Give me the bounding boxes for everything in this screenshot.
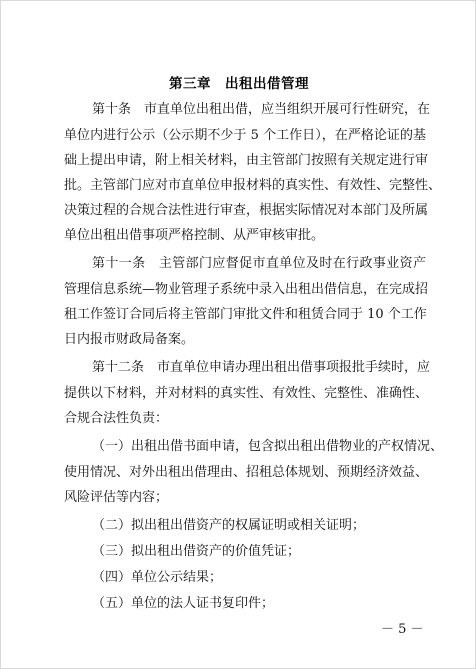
article-12-line-1: 第十二条 市直单位申请办理出租出借事项报批手续时，应 xyxy=(92,360,431,375)
page-number: － 5 － xyxy=(381,622,424,637)
article-10-line-4: 批。主管部门应对市直单位申报材料的真实性、有效性、完整性、 xyxy=(64,178,442,193)
item-2: （二）拟出租出借资产的权属证明或相关证明； xyxy=(92,518,366,533)
chapter-title: 第三章 出租出借管理 xyxy=(169,76,309,92)
article-10-line-2: 单位内进行公示（公示期不少于 5 个工作日），在严格论证的基 xyxy=(64,128,426,143)
item-3: （三）拟出租出借资产的价值凭证； xyxy=(92,544,301,559)
article-10-line-5: 决策过程的合规合法性进行审查，根据实际情况对本部门及所属 xyxy=(64,203,429,218)
article-12-line-3: 合规合法性负责： xyxy=(64,411,169,426)
item-5: （五）单位的法人证书复印件； xyxy=(92,596,275,611)
item-4: （四）单位公示结果； xyxy=(92,570,223,585)
item-1-line-2: 使用情况、对外出租出借理由、招租总体规划、预期经济效益、 xyxy=(64,465,429,480)
article-11-line-1: 第十一条 主管部门应督促市直单位及时在行政事业资产 xyxy=(92,256,426,271)
item-1-line-3: 风险评估等内容； xyxy=(64,490,169,505)
article-11-line-2: 管理信息系统—物业管理子系统中录入出租出借信息，在完成招 xyxy=(64,282,429,297)
article-10-line-3: 础上提出申请，附上相关材料，由主管部门按照有关规定进行审 xyxy=(64,153,429,168)
article-10-line-6: 单位出租出借事项严格控制、从严审核审批。 xyxy=(64,228,325,243)
article-12-line-2: 提供以下材料，并对材料的真实性、有效性、完整性、准确性、 xyxy=(64,386,429,401)
article-11-line-3: 租工作签订合同后将主管部门审批文件和租赁合同于 10 个工作 xyxy=(64,307,427,322)
item-1-line-1: （一）出租出借书面申请，包含拟出租出借物业的产权情况、 xyxy=(92,439,444,454)
article-10-line-1: 第十条 市直单位出租出借，应当组织开展可行性研究，在 xyxy=(92,102,431,117)
article-11-line-4: 日内报市财政局备案。 xyxy=(64,332,195,347)
